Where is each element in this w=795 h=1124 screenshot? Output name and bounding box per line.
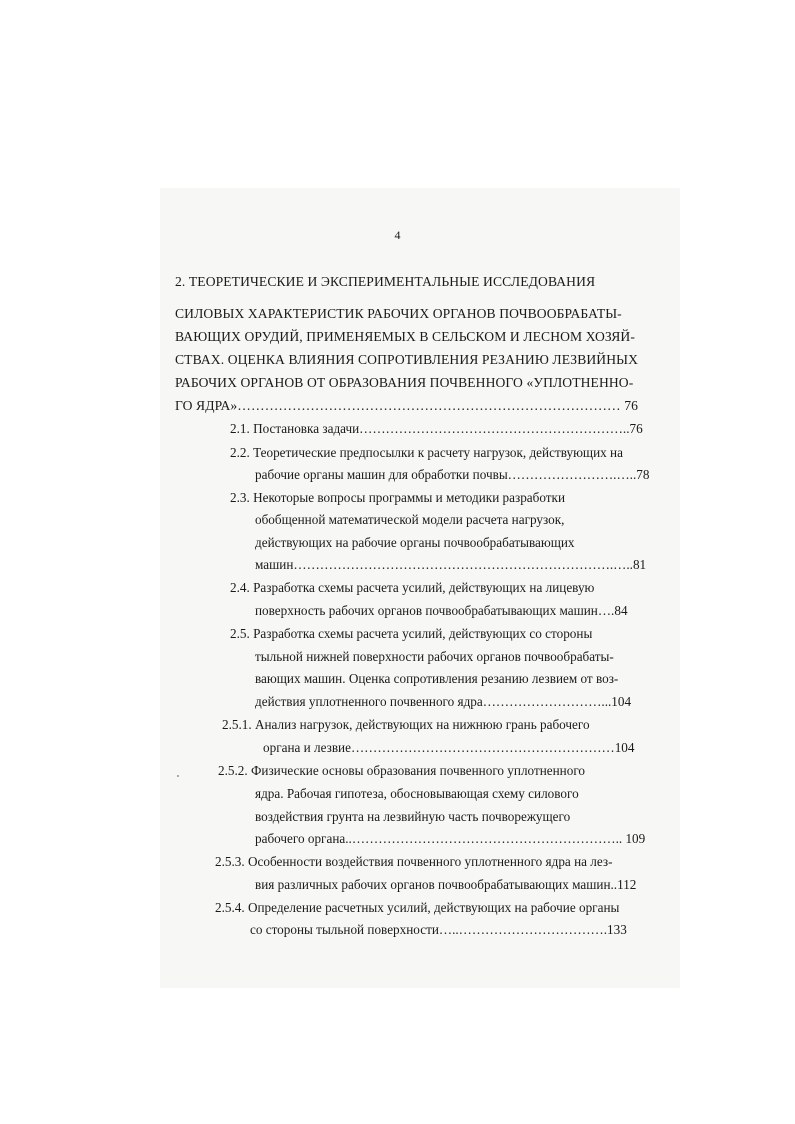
toc-entry-line: вающих машин. Оценка сопротивления резанию лезвием от воз- [255,671,619,686]
toc-entry-line: 2.1. Постановка задачи……………………………………………………..76 [230,421,643,436]
toc-entry-line: поверхность рабочих органов почвообрабатывающих машин….84 [255,603,628,618]
toc-entry-line: ядра. Рабочая гипотеза, обосновывающая схему силового [255,786,579,801]
page-number: 4 [394,228,401,242]
scan-speck [177,775,179,777]
toc-entry-line: 2.4. Разработка схемы расчета усилий, действующих на лицевую [230,580,595,595]
toc-entry-line: 2.5.4. Определение расчетных усилий, действующих на рабочие органы [215,900,620,915]
chapter-heading-line: 2. ТЕОРЕТИЧЕСКИЕ И ЭКСПЕРИМЕНТАЛЬНЫЕ ИССЛЕДОВАНИЯ [175,274,596,289]
chapter-heading-line: СИЛОВЫХ ХАРАКТЕРИСТИК РАБОЧИХ ОРГАНОВ ПОЧВООБРАБАТЫ- [175,306,622,321]
toc-entry-line: тыльной нижней поверхности рабочих органов почвообрабаты- [255,649,614,664]
toc-entry-line: обобщенной математической модели расчета нагрузок, [255,512,565,527]
chapter-heading-line: РАБОЧИХ ОРГАНОВ ОТ ОБРАЗОВАНИЯ ПОЧВЕННОГО «УПЛОТНЕННО- [175,375,634,390]
chapter-heading-line: ВАЮЩИХ ОРУДИЙ, ПРИМЕНЯЕМЫХ В СЕЛЬСКОМ И ЛЕСНОМ ХОЗЯЙ- [175,329,635,344]
toc-entry-line: 2.5.2. Физические основы образования почвенного уплотненного [218,763,585,778]
toc-entry-line: воздействия грунта на лезвийную часть почворежущего [255,809,571,824]
toc-entry-line: рабочие органы машин для обработки почвы…………………….…..78 [255,467,650,482]
toc-entry-line: рабочего органа..…………………………………………………….. 109 [255,831,646,846]
toc-entry-line: со стороны тыльной поверхности…..…………………………….133 [250,922,627,937]
toc-entry-line: действующих на рабочие органы почвообрабатывающих [255,535,575,550]
toc-entry-line: машин……………………………………………………………….…..81 [255,557,647,572]
chapter-heading-line: СТВАХ. ОЦЕНКА ВЛИЯНИЯ СОПРОТИВЛЕНИЯ РЕЗАНИЮ ЛЕЗВИЙНЫХ [175,352,638,367]
toc-entry-line: 2.5.1. Анализ нагрузок, действующих на нижнюю грань рабочего [222,717,590,732]
chapter-heading-line: ГО ЯДРА»………………………………………………………………………… 76 [175,398,639,413]
toc-entry-line: органа и лезвие……………………………………………………104 [263,740,635,755]
toc-entry-line: вия различных рабочих органов почвообрабатывающих машин..112 [255,877,637,892]
toc-entry-line: действия уплотненного почвенного ядра………………………...104 [255,694,632,709]
toc-entry-line: 2.2. Теоретические предпосылки к расчету нагрузок, действующих на [230,445,623,460]
toc-entry-line: 2.5.3. Особенности воздействия почвенного уплотненного ядра на лез- [215,854,613,869]
toc-entry-line: 2.5. Разработка схемы расчета усилий, действующих со стороны [230,626,593,641]
toc-entry-line: 2.3. Некоторые вопросы программы и методики разработки [230,490,566,505]
